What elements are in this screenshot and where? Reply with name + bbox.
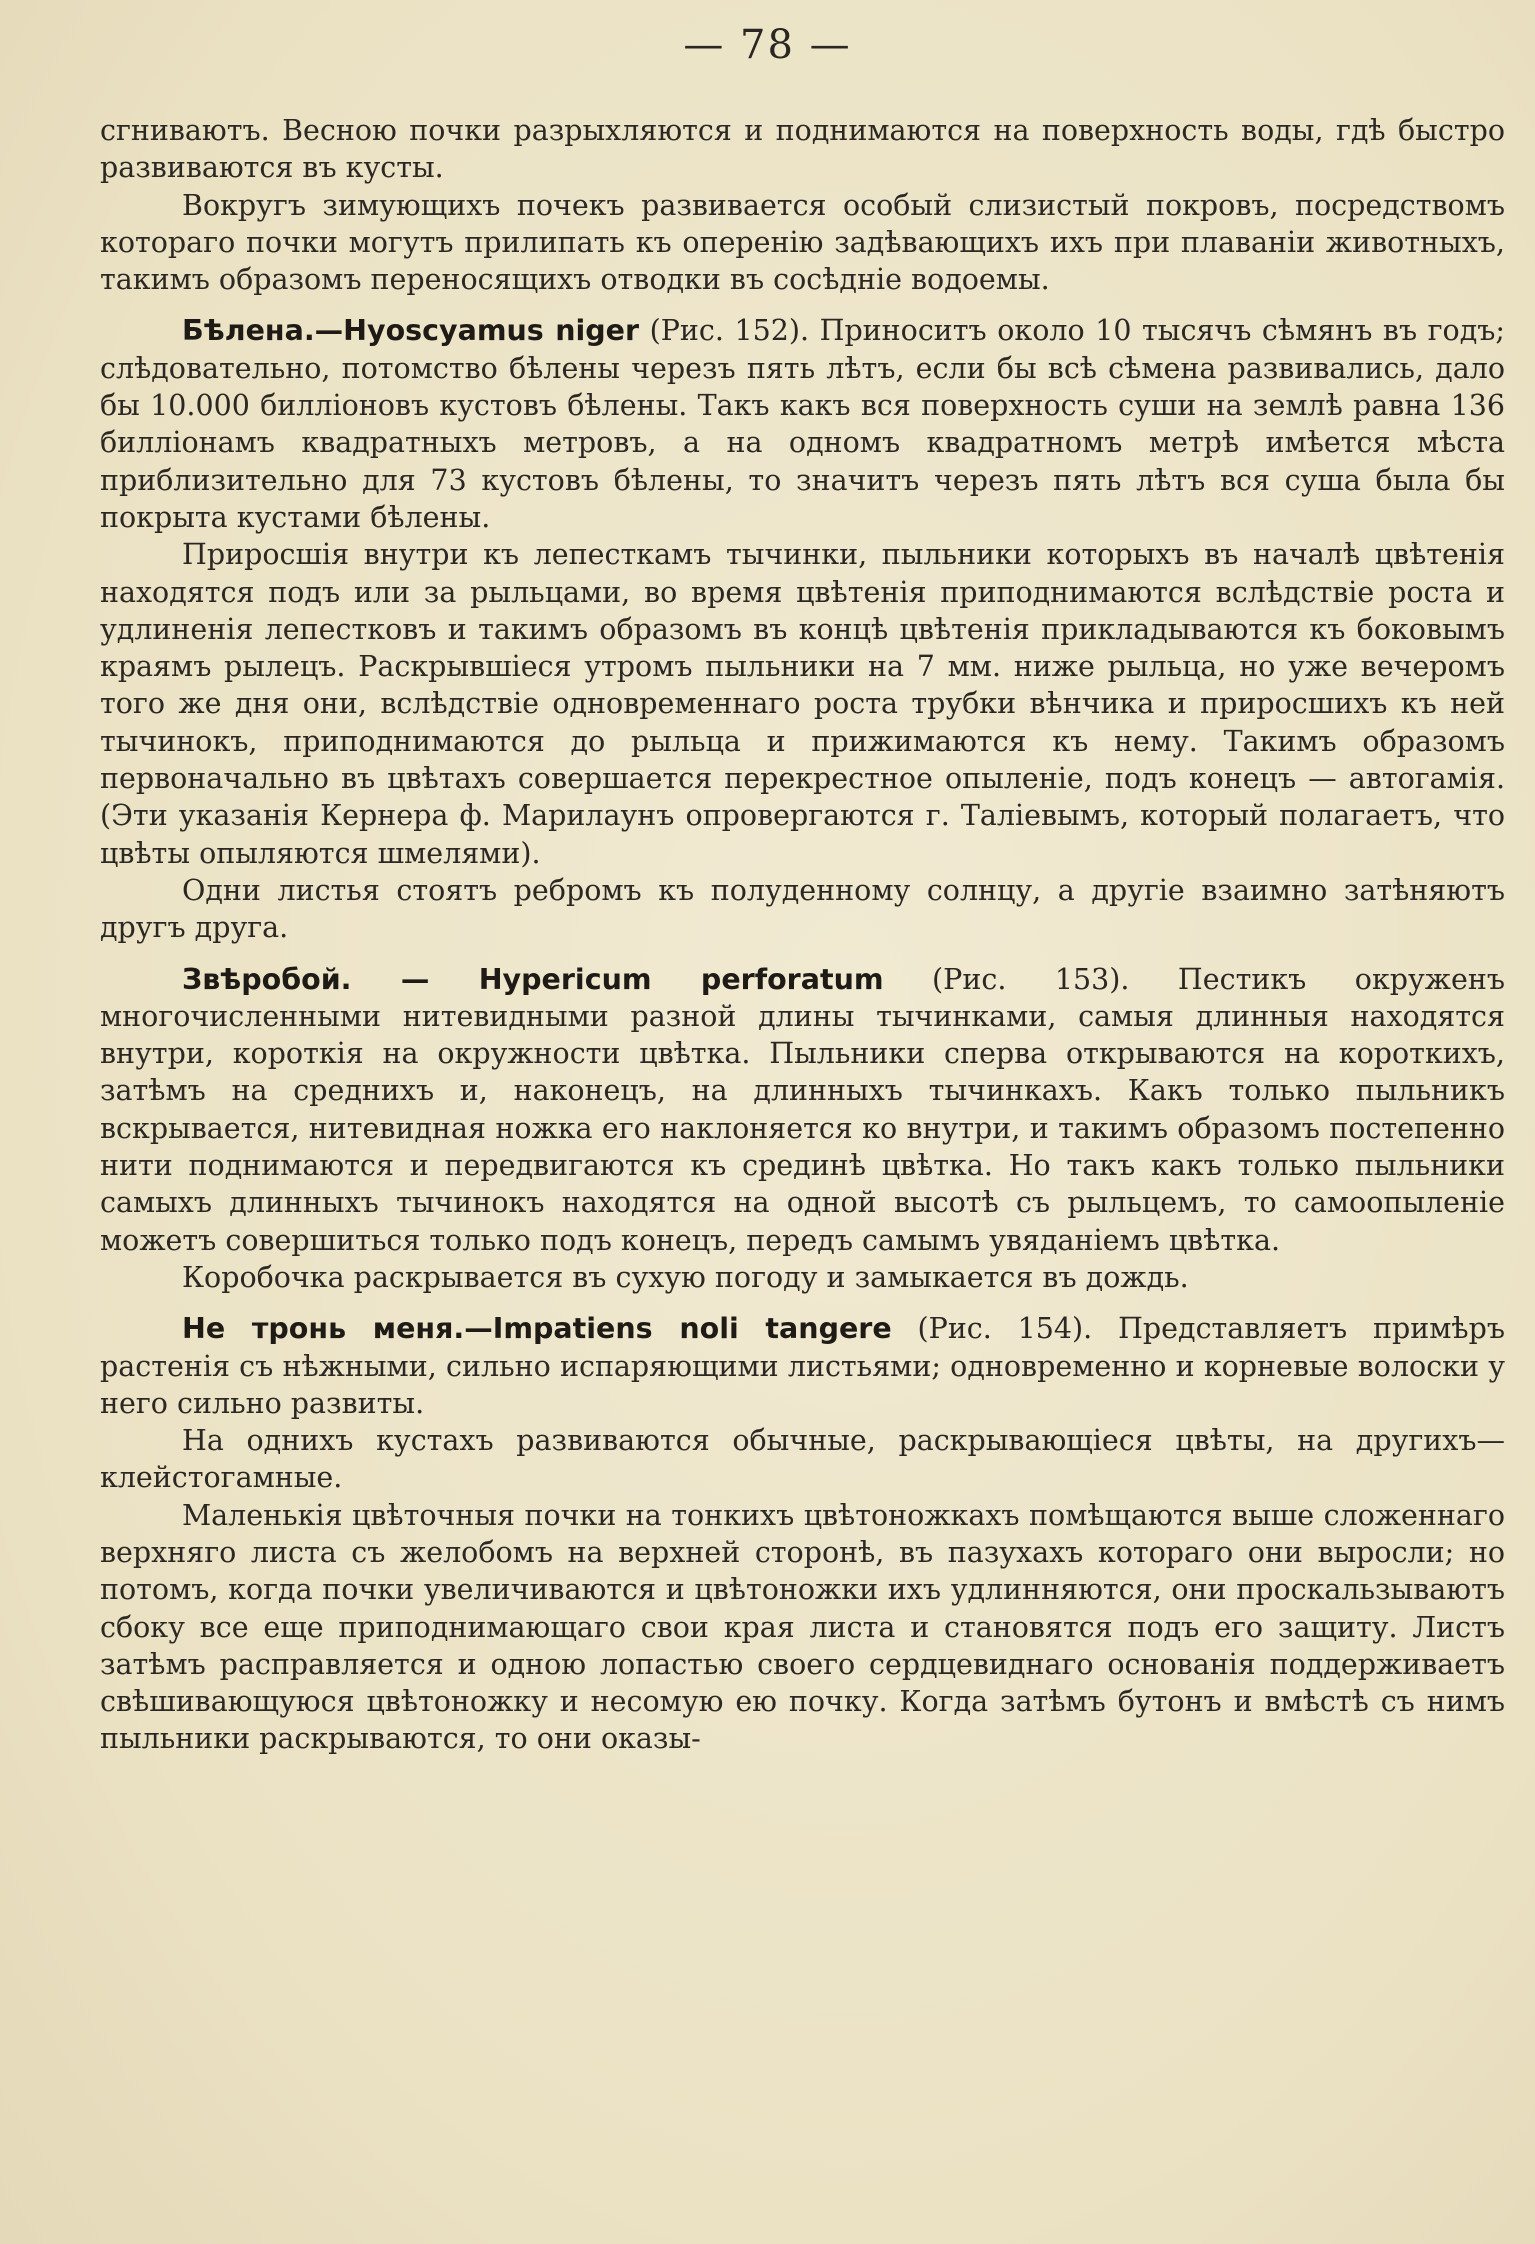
paragraph-cleistogamous: На однихъ кустахъ развиваются обычные, раскрывающіеся цвѣты, на другихъ—клейстогамные. — [100, 1424, 1505, 1495]
entry-term-hyoscyamus: Бѣлена.—Hyoscyamus niger — [182, 314, 640, 348]
entry-text-hypericum: (Рис. 153). Пестикъ окруженъ многочисленными нитевидными разной длины тычинками, самыя длинныя находятся внутри, короткія на окружности цвѣтка. Пыльники сперва открываются на короткихъ, затѣмъ на среднихъ и, наконецъ, на длинныхъ тычинкахъ. Какъ только пыльникъ вскрывается, нитевидная ножка его наклоняется ко внутри, и такимъ образомъ постепенно нити поднимаются и передвигаются къ срединѣ цвѣтка. Но такъ какъ только пыльники самыхъ длинныхъ тычинокъ находятся на одной высотѣ съ рыльцемъ, то самоопыленіе можетъ совершиться только подъ конецъ, передъ самымъ увяданіемъ цвѣтка. — [100, 962, 1505, 1257]
entry-text-hyoscyamus: (Рис. 152). Приноситъ около 10 тысячъ сѣмянъ въ годъ; слѣдовательно, потомство бѣлены черезъ пять лѣтъ, если бы всѣ сѣмена развивались, дало бы 10.000 билліоновъ кустовъ бѣлены. Такъ какъ вся поверхность суши на землѣ равна 136 билліонамъ квадратныхъ метровъ, а на одномъ квадратномъ метрѣ имѣется мѣста приблизительно для 73 кустовъ бѣлены, то значитъ черезъ пять лѣтъ вся суша была бы покрыта кустами бѣлены. — [100, 314, 1505, 534]
entry-hypericum — [100, 961, 1505, 1259]
paragraph-capsule: Коробочка раскрывается въ сухую погоду и замыкается въ дождь. — [182, 1260, 1189, 1294]
page-body — [100, 112, 1505, 1758]
entry-term-impatiens: Не тронь меня.—Impatiens noli tangere — [182, 1312, 892, 1346]
entry-hyoscyamus — [100, 312, 1505, 536]
paragraph-continuation: сгниваютъ. Весною почки разрыхляются и поднимаются на поверхность воды, гдѣ быстро развиваются въ кусты. — [100, 114, 1505, 185]
paragraph-flower-buds: Маленькія цвѣточныя почки на тонкихъ цвѣтоножкахъ помѣщаются выше сложеннаго верхняго листа съ желобомъ на верхней сторонѣ, въ пазухахъ котораго они выросли; но потомъ, когда почки увеличиваются и цвѣтоножки ихъ удлинняются, они проскальзываютъ сбоку все еще приподнимающаго свои края листа и становятся подъ его защиту. Листъ затѣмъ расправляется и одною лопастью своего сердцевиднаго основанія поддерживаетъ свѣшивающуюся цвѣтоножку и несомую ею почку. Когда затѣмъ бутонъ и вмѣстѣ съ нимъ пыльники раскрываются, то они оказы- — [100, 1498, 1505, 1756]
paragraph-winter-buds: Вокругъ зимующихъ почекъ развивается особый слизистый покровъ, посредствомъ котораго почки могутъ прилипать къ оперенію задѣвающихъ ихъ при плаваніи животныхъ, такимъ образомъ переносящихъ отводки въ сосѣдніе водоемы. — [100, 188, 1505, 297]
paragraph-leaves: Одни листья стоятъ ребромъ къ полуденному солнцу, а другіе взаимно затѣняютъ другъ друга. — [100, 873, 1505, 945]
entry-term-hypericum: Звѣробой. — Hypericum perforatum — [182, 962, 884, 996]
page-number: — 78 — — [683, 22, 852, 68]
entry-text-impatiens: (Рис. 154). Представляетъ примѣръ растенія съ нѣжными, сильно испаряющими листьями; одновременно и корневые волоски у него сильно развиты. — [100, 1312, 1505, 1420]
paragraph-stamens: Приросшія внутри къ лепесткамъ тычинки, пыльники которыхъ въ началѣ цвѣтенія находятся подъ или за рыльцами, во время цвѣтенія приподнимаются вслѣдствіе роста и удлиненія лепестковъ и такимъ образомъ въ концѣ цвѣтенія прикладываются къ боковымъ краямъ рылецъ. Раскрывшіеся утромъ пыльники на 7 мм. ниже рыльца, но уже вечеромъ того же дня они, вслѣдствіе одновременнаго роста трубки вѣнчика и приросшихъ къ ней тычинокъ, приподнимаются до рыльца и прижимаются къ нему. Такимъ образомъ первоначально въ цвѣтахъ совершается перекрестное опыленіе, подъ конецъ — автогамія. (Эти указанія Кернера ф. Марилаунъ опровергаются г. Таліевымъ, который полагаетъ, что цвѣты опыляются шмелями). — [100, 538, 1505, 870]
entry-impatiens — [100, 1310, 1505, 1422]
